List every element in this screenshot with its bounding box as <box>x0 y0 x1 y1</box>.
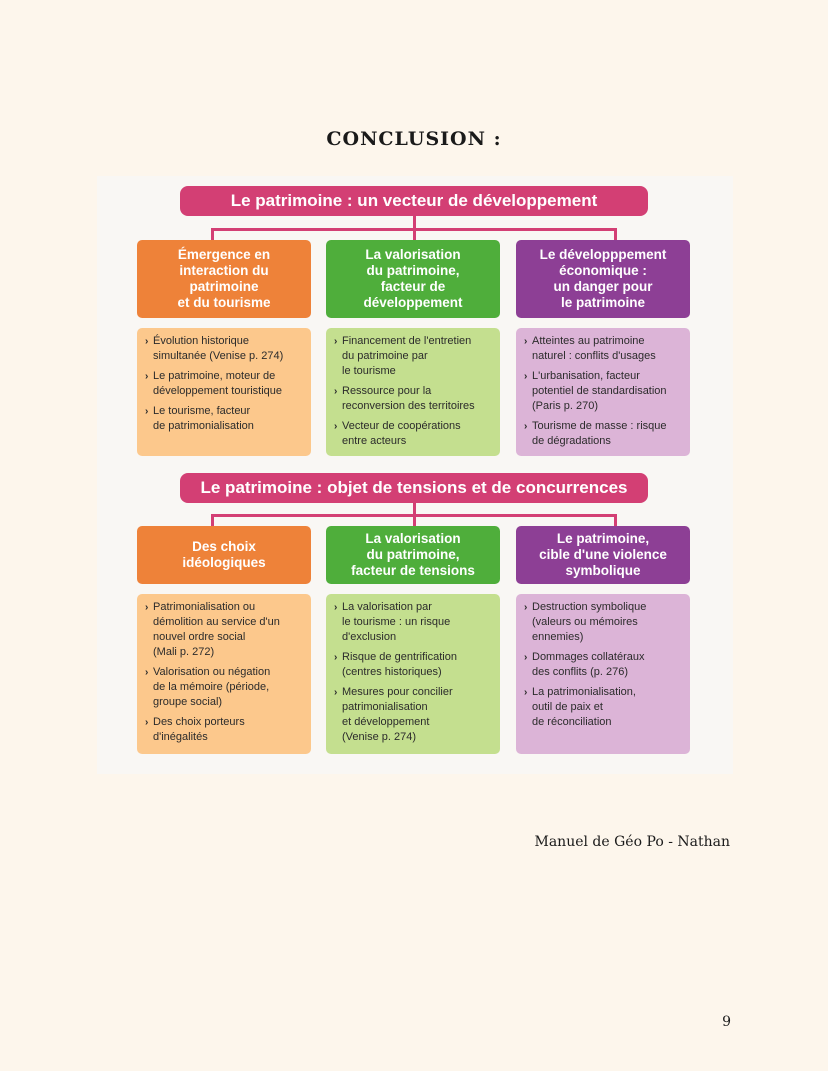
list-item: › Tourisme de masse : risque de dégradations <box>524 420 667 447</box>
list-item: › Risque de gentrification (centres historiques) <box>334 651 457 678</box>
section2-connector-left <box>211 514 214 526</box>
section1-col2-heading: La valorisation du patrimoine, facteur de développement <box>326 240 500 318</box>
list-item: › La patrimonialisation, outil de paix et de réconciliation <box>524 686 636 728</box>
list-item: › Atteintes au patrimoine naturel : conflits d'usages <box>524 335 656 362</box>
section2-col1-body <box>137 594 311 754</box>
section1-col3-heading: Le développpement économique : un danger pour le patrimoine <box>516 240 690 318</box>
page-number: 9 <box>722 1014 731 1030</box>
chevron-right-icon: › <box>524 421 528 432</box>
chevron-right-icon: › <box>334 687 338 698</box>
list-item: › L'urbanisation, facteur potentiel de standardisation (Paris p. 270) <box>524 370 667 412</box>
list-item: › Évolution historique simultanée (Venise p. 274) <box>145 335 284 362</box>
section1-col2-body <box>326 328 500 456</box>
chevron-right-icon: › <box>334 336 338 347</box>
chevron-right-icon: › <box>334 602 338 613</box>
section2-banner: Le patrimoine : objet de tensions et de concurrences <box>180 473 648 503</box>
chevron-right-icon: › <box>524 336 528 347</box>
chevron-right-icon: › <box>334 421 338 432</box>
section2-col3-heading: Le patrimoine, cible d'une violence symbolique <box>516 526 690 584</box>
list-item: › Ressource pour la reconversion des territoires <box>334 385 475 412</box>
list-item: › Destruction symbolique (valeurs ou mémoires ennemies) <box>524 601 647 643</box>
list-item: › Patrimonialisation ou démolition au service d'un nouvel ordre social (Mali p. 272) <box>145 601 280 658</box>
list-item: › Le tourisme, facteur de patrimonialisation <box>145 405 254 432</box>
list-item: › La valorisation par le tourisme : un risque d'exclusion <box>334 601 451 643</box>
section2-col1-heading: Des choix idéologiques <box>137 526 311 584</box>
section1-connector-right <box>614 228 617 240</box>
list-item: › Valorisation ou négation de la mémoire (période, groupe social) <box>145 666 271 708</box>
list-item: › Des choix porteurs d'inégalités <box>145 716 245 743</box>
section1-connector-mid <box>413 228 416 240</box>
concept-diagram <box>97 176 733 774</box>
section2-col3-body <box>516 594 690 754</box>
section2-col2-body <box>326 594 500 754</box>
section2-connector-right <box>614 514 617 526</box>
chevron-right-icon: › <box>145 371 149 382</box>
section1-connector-left <box>211 228 214 240</box>
chevron-right-icon: › <box>524 687 528 698</box>
section2-col2-heading: La valorisation du patrimoine, facteur de tensions <box>326 526 500 584</box>
chevron-right-icon: › <box>334 652 338 663</box>
section2-connector-mid <box>413 514 416 526</box>
chevron-right-icon: › <box>334 386 338 397</box>
chevron-right-icon: › <box>145 667 149 678</box>
list-item: › Le patrimoine, moteur de développement touristique <box>145 370 283 397</box>
source-credit: Manuel de Géo Po - Nathan <box>534 834 730 850</box>
list-item: › Mesures pour concilier patrimonialisation et développement (Venise p. 274) <box>334 686 453 743</box>
page-title: CONCLUSION : <box>326 128 502 150</box>
list-item: › Vecteur de coopérations entre acteurs <box>334 420 461 447</box>
section1-col1-body <box>137 328 311 456</box>
section1-col1-heading: Émergence en interaction du patrimoine et du tourisme <box>137 240 311 318</box>
chevron-right-icon: › <box>145 406 149 417</box>
chevron-right-icon: › <box>145 717 149 728</box>
chevron-right-icon: › <box>524 602 528 613</box>
chevron-right-icon: › <box>524 652 528 663</box>
chevron-right-icon: › <box>145 336 149 347</box>
chevron-right-icon: › <box>524 371 528 382</box>
list-item: › Financement de l'entretien du patrimoine par le tourisme <box>334 335 472 377</box>
section1-banner: Le patrimoine : un vecteur de développement <box>180 186 648 216</box>
chevron-right-icon: › <box>145 602 149 613</box>
section1-col3-body <box>516 328 690 456</box>
list-item: › Dommages collatéraux des conflits (p. 276) <box>524 651 645 678</box>
